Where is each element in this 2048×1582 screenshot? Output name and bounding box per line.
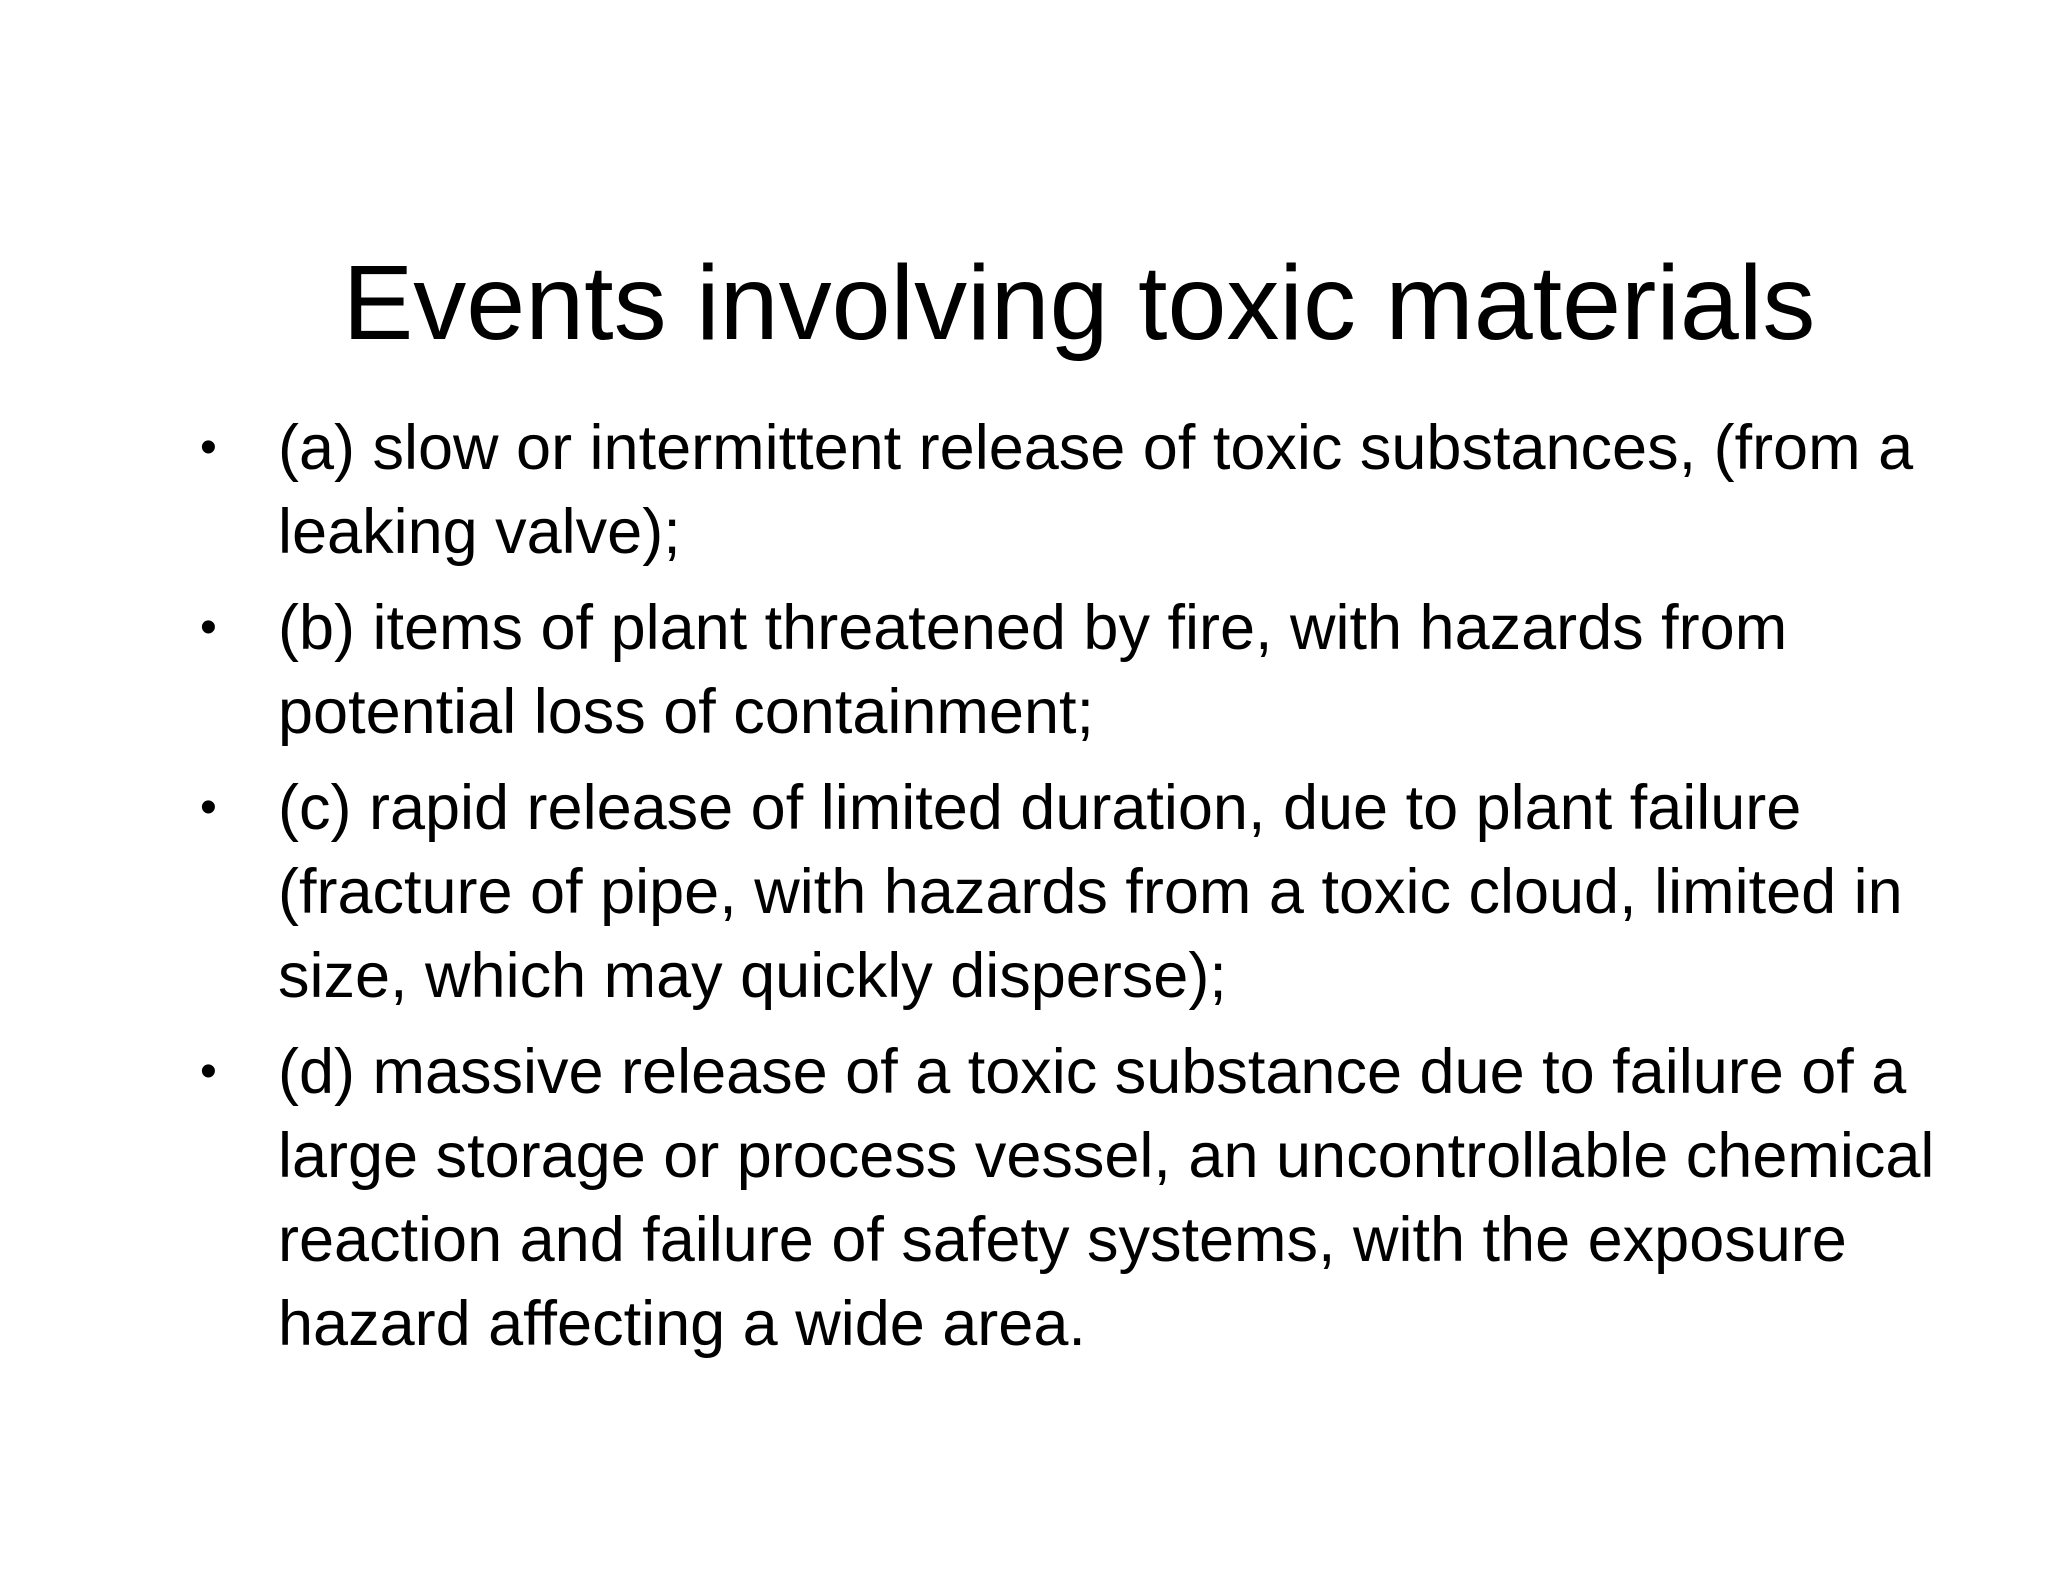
bullet-text-a: (a) slow or intermittent release of toxic substances, (from a leaking valve); — [278, 413, 1914, 567]
bullet-text-d: (d) massive release of a toxic substance due to failure of a large storage or process vessel, an uncontrollable chemical reaction and failure of safety systems, with the exposure hazard affecting a wide area. — [278, 1037, 1935, 1359]
bullet-text-b: (b) items of plant threatened by fire, with hazards from potential loss of containment; — [278, 593, 1788, 747]
bullet-icon: • — [200, 421, 217, 474]
list-item — [200, 586, 1940, 754]
bullet-icon: • — [200, 781, 217, 834]
bullet-icon: • — [200, 601, 217, 654]
list-item — [200, 766, 1940, 1018]
slide-title: Events involving toxic materials — [342, 244, 1816, 362]
list-item — [200, 1030, 1940, 1366]
bullet-list — [200, 406, 1940, 1378]
bullet-icon: • — [200, 1045, 217, 1098]
list-item — [200, 406, 1940, 574]
bullet-text-c: (c) rapid release of limited duration, due to plant failure (fracture of pipe, with hazards from a toxic cloud, limited in size, which may quickly disperse); — [278, 773, 1903, 1011]
